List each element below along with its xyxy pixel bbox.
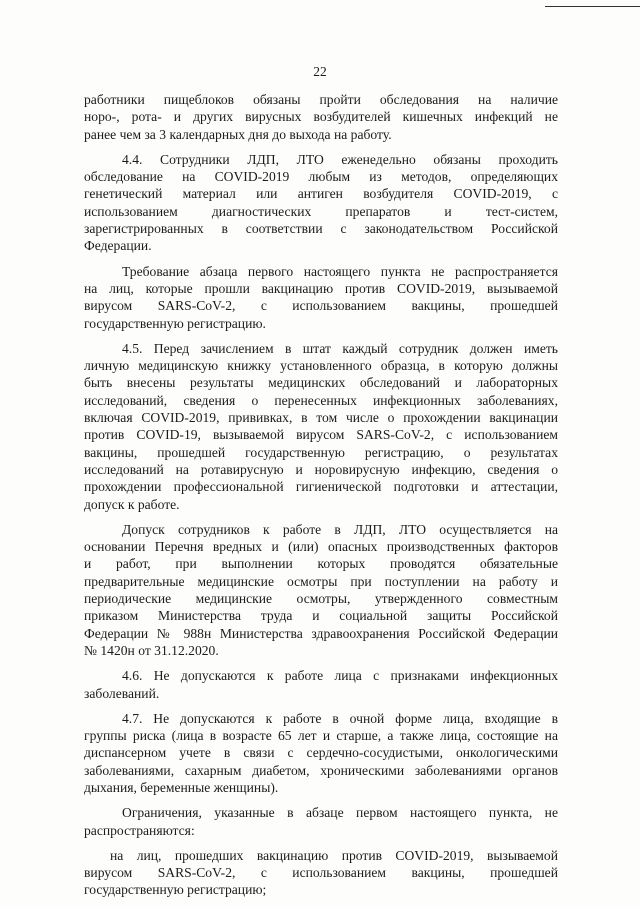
text-line: заболеваний. [84,685,160,701]
paragraph-restrictions [84,804,558,839]
text-line: против COVID-19, вызываемой вирусом SARS-CoV-2, с использованием [84,427,558,443]
paragraph-4-6 [84,667,558,702]
header-rule [545,6,640,7]
paragraph-continuation [84,91,558,143]
text-line: государственную регистрацию; [84,882,267,898]
text-line: обследование на COVID-2019 любым из методов, определяющих [84,169,558,185]
text-line: государственную регистрацию. [84,315,266,331]
text-line: вакцины, прошедшей государственную регистрацию, о результатах [84,444,558,460]
text-line: генетический материал или антиген возбудителя COVID-2019, с [84,186,558,202]
paragraph-vaccinated-exemption [84,847,558,899]
paragraph-4-4-exception [84,263,558,332]
text-line: на лиц, которые прошли вакцинацию против COVID-2019, вызываемой [84,280,558,296]
paragraph-4-5 [84,340,558,513]
page-number: 22 [313,64,327,79]
paragraph-4-7 [84,710,558,796]
text-line: и работ, при выполнении которых проводятся обязательные [84,556,558,572]
text-line: прохождении профессиональной гигиенической подготовки и аттестации, [84,479,558,495]
text-line: основании Перечня вредных и (или) опасных производственных факторов [84,539,558,555]
text-line: работники пищеблоков обязаны пройти обследования на наличие [84,92,558,107]
text-line: 4.6. Не допускаются к работе лица с признаками инфекционных [122,668,558,684]
text-line: зарегистрированных в соответствии с законодательством Российской [84,221,558,237]
text-line: Федерации № 988н Министерства здравоохранения Российской Федерации [84,625,558,641]
text-line: допуск к работе. [84,496,180,512]
text-line: на лиц, прошедших вакцинацию против COVID-2019, вызываемой [110,847,558,863]
text-line: включая COVID-2019, прививках, в том числе о прохождении вакцинации [84,410,558,426]
text-line: распространяются: [84,822,195,838]
text-line: 4.4. Сотрудники ЛДП, ЛТО еженедельно обязаны проходить [122,151,558,167]
text-line: Федерации. [84,238,152,254]
text-line: исследований на ротавирусную и норовирусную инфекцию, сведения о [84,461,558,477]
text-line: дыхания, беременные женщины). [84,779,279,795]
document-body [84,91,558,907]
text-line: ранее чем за 3 календарных дня до выхода на работу. [84,126,392,142]
text-line: норо-, рота- и других вирусных возбудителей кишечных инфекций не [84,109,558,125]
text-line: приказом Министерства труда и социальной защиты Российской [84,608,558,624]
text-line: Требование абзаца первого настоящего пункта не распространяется [122,263,558,279]
text-line: заболеваниями, сахарным диабетом, хроническими заболеваниями органов [84,762,558,778]
text-line: использованием диагностических препаратов и тест-систем, [84,203,558,219]
text-line: вирусом SARS-CoV-2, с использованием вакцины, прошедшей [84,865,558,881]
text-line: периодические медицинские осмотры, утвержденного совместным [84,591,558,607]
text-line: предварительные медицинские осмотры при поступлении на работу и [84,573,558,589]
text-line: диспансерном учете в связи с сердечно-сосудистыми, онкологическими [84,745,558,761]
text-line: исследований, сведения о перенесенных инфекционных заболеваниях, [84,392,558,408]
text-line: Допуск сотрудников к работе в ЛДП, ЛТО осуществляется на [122,521,558,537]
text-line: 4.5. Перед зачислением в штат каждый сотрудник должен иметь [122,340,558,356]
paragraph-4-4 [84,151,558,255]
text-line: 4.7. Не допускаются к работе в очной форме лица, входящие в [122,710,558,726]
text-line: группы риска (лица в возрасте 65 лет и старше, а также лица, состоящие на [84,728,558,744]
text-line: быть внесены результаты медицинских обследований и лабораторных [84,375,558,391]
text-line: Ограничения, указанные в абзаце первом настоящего пункта, не [122,805,558,821]
text-line: № 1420н от 31.12.2020. [84,642,219,658]
text-line: вирусом SARS-CoV-2, с использованием вакцины, прошедшей [84,298,558,314]
text-line: личную медицинскую книжку установленного образца, в которую должны [84,358,558,374]
paragraph-admission [84,521,558,659]
